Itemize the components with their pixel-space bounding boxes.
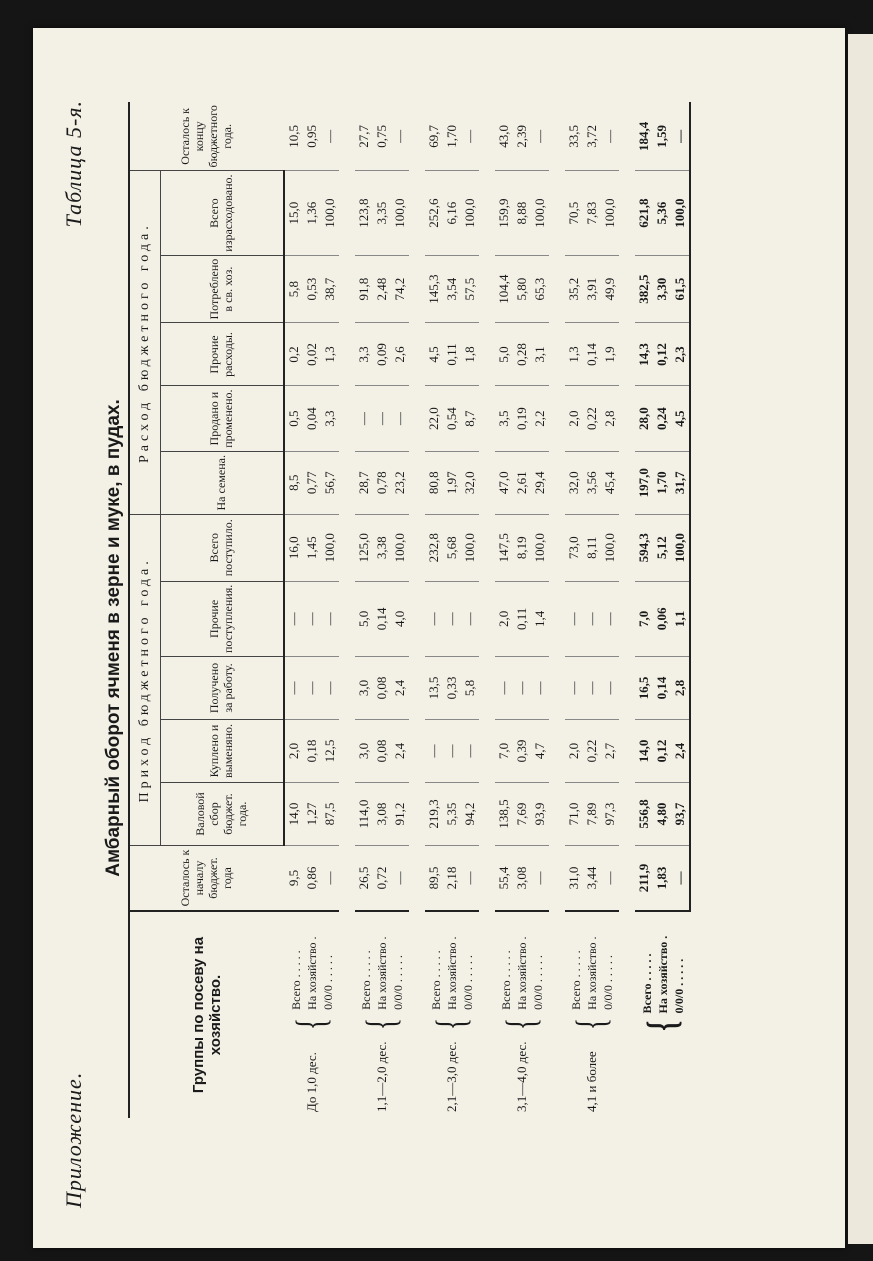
table-cell: 6,16 [443,171,461,255]
table-cell: 3,3 [321,386,339,451]
table-cell: 5,80 [513,255,531,323]
row-labels [428,936,476,1009]
table-cell: 28,0 [635,386,653,451]
income-header-work: Получено за работу. [161,657,285,720]
table-cell: 43,0 [495,102,513,171]
group-label [355,911,409,1118]
table-cell: 1,3 [565,323,583,386]
table-cell: 4,0 [391,581,409,656]
table-cell: 80,8 [425,451,443,514]
row-label: На хозяйство . [515,936,529,1010]
table-cell: — [391,386,409,451]
table-cell: 5,35 [443,783,461,846]
table-cell: 1,1 [671,581,690,656]
table-cell: 100,0 [671,171,690,255]
table-cell: — [583,581,601,656]
table-cell: 3,0 [355,720,373,783]
row-labels [568,936,616,1009]
income-header-bought: Куплено и выменяно. [161,720,285,783]
table-cell: 100,0 [391,171,409,255]
table-cell: 1,4 [531,581,549,656]
table-cell: — [531,657,549,720]
table-cell: 219,3 [425,783,443,846]
table-cell: 45,4 [601,451,619,514]
table-cell: 0,24 [653,386,671,451]
table-cell: 100,0 [321,514,339,581]
table-cell: 32,0 [461,451,479,514]
group-name: 2,1—3,0 дес. [444,1041,459,1112]
table-cell: 0,11 [513,581,531,656]
group-label [495,911,549,1118]
table-cell: 2,4 [391,720,409,783]
row-label: На хозяйство . [375,936,389,1010]
group-name: 1,1—2,0 дес. [374,1041,389,1112]
table-cell: 100,0 [461,171,479,255]
expense-header-consumed: Потреблено в св. хоз. [161,255,285,323]
table-cell: 0,09 [373,323,391,386]
table-cell: 5,8 [284,255,303,323]
table-cell: 2,6 [391,323,409,386]
table-cell: 29,4 [531,451,549,514]
table-cell: — [461,846,479,912]
table-cell: 159,9 [495,171,513,255]
table-cell: 145,3 [425,255,443,323]
table-cell: 0,2 [284,323,303,386]
group-name: До 1,0 дес. [303,1052,319,1112]
table-cell: 15,0 [284,171,303,255]
table-cell: 0,14 [583,323,601,386]
table-cell: 123,8 [355,171,373,255]
table-cell: 0,08 [373,720,391,783]
row-label: На хозяйство . [304,936,319,1010]
table-cell: 7,83 [583,171,601,255]
table-cell: 1,27 [303,783,321,846]
table-title: Амбарный оборот ячменя в зерне и муке, в пудах. [103,399,124,877]
table-row [284,102,303,1118]
table-cell: 2,8 [671,657,690,720]
table-cell: 114,0 [355,783,373,846]
table-cell: 0,02 [303,323,321,386]
table-cell: 2,3 [671,323,690,386]
table-cell: 0,39 [513,720,531,783]
table-cell: 2,61 [513,451,531,514]
table-cell: 0,14 [373,581,391,656]
table-row [565,102,583,1118]
table-cell: 74,2 [391,255,409,323]
row-label: На хозяйство . [585,936,599,1010]
table-cell: 35,2 [565,255,583,323]
separator-row [549,102,565,1118]
table-row [495,102,513,1118]
table-cell: 23,2 [391,451,409,514]
barley-turnover-table [128,102,691,1118]
brace-glyph: { [288,1017,335,1030]
table-cell: 70,5 [565,171,583,255]
expense-header-sold: Продано и променено. [161,386,285,451]
table-cell: 10,5 [284,102,303,171]
table-cell: 8,88 [513,171,531,255]
table-cell: 0,06 [653,581,671,656]
table-cell: — [321,846,339,912]
table-cell: — [321,102,339,171]
table-cell: — [355,386,373,451]
table-area [128,98,800,1118]
table-cell: 0,75 [373,102,391,171]
document-page [33,28,845,1248]
table-cell: 1,97 [443,451,461,514]
row-label: На хозяйство . [655,935,670,1014]
table-cell: — [565,581,583,656]
separator-row [619,102,635,1118]
row-label: 0/0/0 . . . . . [391,955,405,1010]
table-cell: 197,0 [635,451,653,514]
table-cell: 7,0 [495,720,513,783]
group-name: 3,1—4,0 дес. [514,1041,529,1112]
row-label: Всего . . . . . [429,950,443,1010]
table-cell: — [601,581,619,656]
table-cell: 32,0 [565,451,583,514]
appendix-heading: Приложение. [61,1071,86,1208]
table-cell: 55,4 [495,846,513,912]
table-cell: 1,3 [321,323,339,386]
table-cell: 57,5 [461,255,479,323]
table-cell: 2,0 [495,581,513,656]
table-cell: — [321,657,339,720]
row-label: Всего . . . . . [569,950,583,1010]
table-cell: 2,39 [513,102,531,171]
table-cell: 3,30 [653,255,671,323]
separator-row [339,102,355,1118]
table-cell: — [601,846,619,912]
table-cell: 0,11 [443,323,461,386]
table-cell: 138,5 [495,783,513,846]
table-cell: 13,5 [425,657,443,720]
table-cell: 5,68 [443,514,461,581]
table-cell: 232,8 [425,514,443,581]
expense-header-other: Прочие расходы. [161,323,285,386]
income-header-total: Всего поступило. [161,514,285,581]
row-labels [498,936,546,1009]
table-cell: 1,70 [443,102,461,171]
table-cell: 100,0 [461,514,479,581]
table-cell: 4,5 [425,323,443,386]
table-cell: — [461,102,479,171]
table-cell: 31,0 [565,846,583,912]
table-cell: 5,12 [653,514,671,581]
separator-row [479,102,495,1118]
income-header-gross: Валовой сбор бюджет. года. [161,783,285,846]
table-cell: 49,9 [601,255,619,323]
row-label: На хозяйство . [445,936,459,1010]
table-cell: 3,0 [355,657,373,720]
table-cell: 28,7 [355,451,373,514]
table-cell: 71,0 [565,783,583,846]
table-cell: 4,80 [653,783,671,846]
table-cell: 3,38 [373,514,391,581]
table-cell: 211,9 [635,846,653,912]
table-cell: 3,35 [373,171,391,255]
table-cell: — [495,657,513,720]
table-cell: 0,22 [583,386,601,451]
expense-header-total: Всего израсходовано. [161,171,285,255]
brace-glyph: { [569,1017,615,1030]
table-cell: — [513,657,531,720]
row-label: 0/0/0 . . . . . [320,955,335,1010]
table-cell: 93,7 [671,783,690,846]
table-cell: 14,0 [284,783,303,846]
table-cell: — [391,846,409,912]
table-cell: — [601,102,619,171]
separator-row [409,102,425,1118]
group-label [284,911,339,1118]
row-labels [288,936,336,1009]
table-cell: 5,36 [653,171,671,255]
table-cell: 4,5 [671,386,690,451]
table-cell: 8,11 [583,514,601,581]
table-cell: 184,4 [635,102,653,171]
brace-glyph: { [359,1017,405,1030]
table-cell: — [321,581,339,656]
table-cell: 100,0 [531,171,549,255]
row-labels [358,936,406,1009]
table-cell: 0,04 [303,386,321,451]
table-cell: — [425,581,443,656]
table-cell: 100,0 [391,514,409,581]
row-labels [639,936,687,1014]
table-cell: 14,0 [635,720,653,783]
table-cell: 1,45 [303,514,321,581]
table-cell: 0,14 [653,657,671,720]
table-cell: 0,78 [373,451,391,514]
table-cell: 91,2 [391,783,409,846]
table-cell: 2,48 [373,255,391,323]
table-cell: 0,72 [373,846,391,912]
table-cell: 38,7 [321,255,339,323]
table-cell: — [601,657,619,720]
table-cell: 8,19 [513,514,531,581]
table-cell: 556,8 [635,783,653,846]
row-label: 0/0/0 . . . . . [671,958,686,1014]
table-cell: 382,5 [635,255,653,323]
table-cell: 8,5 [284,451,303,514]
table-cell: 0,28 [513,323,531,386]
table-cell: 1,70 [653,451,671,514]
table-cell: 94,2 [461,783,479,846]
table-cell: 61,5 [671,255,690,323]
start-balance-header: Осталось к началу бюджет. года [129,846,284,912]
group-label [635,911,690,1118]
table-number: Таблица 5-я. [61,100,86,228]
groups-header: Группы по посеву на хозяйство. [129,911,284,1118]
table-cell: 0,86 [303,846,321,912]
table-cell: 0,5 [284,386,303,451]
table-cell: 2,4 [391,657,409,720]
table-cell: — [284,657,303,720]
table-cell: 5,0 [495,323,513,386]
table-row [635,102,653,1118]
table-cell: 14,3 [635,323,653,386]
table-cell: 31,7 [671,451,690,514]
table-cell: 56,7 [321,451,339,514]
group-label [425,911,479,1118]
table-cell: 100,0 [671,514,690,581]
table-cell: 91,8 [355,255,373,323]
table-cell: 7,89 [583,783,601,846]
table-cell: 0,95 [303,102,321,171]
table-cell: 26,5 [355,846,373,912]
table-cell: 2,18 [443,846,461,912]
table-cell: 0,33 [443,657,461,720]
table-row [355,102,373,1118]
group-label [565,911,619,1118]
table-cell: 1,8 [461,323,479,386]
row-label: 0/0/0 . . . . . [601,955,615,1010]
table-cell: 9,5 [284,846,303,912]
table-cell: 1,9 [601,323,619,386]
next-page-edge [848,34,873,1244]
table-cell: — [583,657,601,720]
row-label: Всего . . . . . [499,950,513,1010]
table-cell: 100,0 [321,171,339,255]
row-label: Всего . . . . . [288,950,303,1010]
table-cell: 1,83 [653,846,671,912]
table-cell: — [284,581,303,656]
brace-glyph: { [429,1017,475,1030]
table-cell: 7,0 [635,581,653,656]
table-cell: 87,5 [321,783,339,846]
table-cell: 16,5 [635,657,653,720]
row-label: Всего . . . . . [639,953,654,1014]
table-cell: — [303,657,321,720]
table-cell: 4,7 [531,720,549,783]
table-cell: 16,0 [284,514,303,581]
table-row [425,102,443,1118]
table-cell: 97,3 [601,783,619,846]
table-cell: 3,1 [531,323,549,386]
table-cell: 0,19 [513,386,531,451]
table-cell: 0,54 [443,386,461,451]
table-cell: 2,2 [531,386,549,451]
table-cell: 147,5 [495,514,513,581]
table-cell: 100,0 [601,514,619,581]
table-cell: 3,08 [513,846,531,912]
brace-glyph: { [499,1017,545,1030]
brace-glyph: { [639,1020,686,1031]
table-cell: 100,0 [531,514,549,581]
table-cell: 65,3 [531,255,549,323]
table-cell: 3,54 [443,255,461,323]
table-cell: 1,59 [653,102,671,171]
table-cell: 125,0 [355,514,373,581]
table-cell: 93,9 [531,783,549,846]
table-cell: 2,0 [284,720,303,783]
table-cell: 0,18 [303,720,321,783]
table-cell: — [391,102,409,171]
table-cell: — [671,102,690,171]
table-cell: 0,53 [303,255,321,323]
table-cell: 0,22 [583,720,601,783]
row-label: 0/0/0 . . . . . [461,955,475,1010]
table-cell: 89,5 [425,846,443,912]
rotated-content [33,28,845,1248]
table-cell: — [671,846,690,912]
table-cell: 33,5 [565,102,583,171]
table-cell: 252,6 [425,171,443,255]
table-body [284,102,690,1118]
table-cell: 3,72 [583,102,601,171]
expense-header-seeds: На семена. [161,451,285,514]
row-label: 0/0/0 . . . . . [531,955,545,1010]
table-cell: 0,12 [653,720,671,783]
table-cell: — [373,386,391,451]
table-cell: 7,69 [513,783,531,846]
table-cell: 2,0 [565,720,583,783]
table-cell: 22,0 [425,386,443,451]
table-cell: 621,8 [635,171,653,255]
table-cell: 73,0 [565,514,583,581]
table-cell: 0,12 [653,323,671,386]
table-cell: 12,5 [321,720,339,783]
table-cell: 27,7 [355,102,373,171]
income-header-other: Прочие поступления. [161,581,285,656]
table-cell: 3,56 [583,451,601,514]
table-cell: 100,0 [601,171,619,255]
table-cell: 5,0 [355,581,373,656]
table-cell: 2,7 [601,720,619,783]
table-cell: 5,8 [461,657,479,720]
table-cell: — [531,846,549,912]
table-cell: 2,0 [565,386,583,451]
table-cell: 1,36 [303,171,321,255]
table-cell: 0,77 [303,451,321,514]
table-cell: 8,7 [461,386,479,451]
table-cell: 2,8 [601,386,619,451]
row-label: Всего . . . . . [359,950,373,1010]
table-cell: — [565,657,583,720]
table-cell: 594,3 [635,514,653,581]
table-cell: 2,4 [671,720,690,783]
table-cell: 0,08 [373,657,391,720]
table-cell: 47,0 [495,451,513,514]
table-cell: — [443,720,461,783]
table-cell: 69,7 [425,102,443,171]
table-cell: — [425,720,443,783]
table-cell: — [531,102,549,171]
table-cell: 3,91 [583,255,601,323]
end-balance-header: Осталось к концу бюджетного года. [129,102,284,171]
group-name: 4,1 и более [584,1051,599,1112]
table-cell: — [461,720,479,783]
table-cell: 3,44 [583,846,601,912]
table-cell: — [461,581,479,656]
table-cell: — [443,581,461,656]
table-cell: 3,3 [355,323,373,386]
table-cell: 3,08 [373,783,391,846]
income-group-header: Приход бюджетного года. [129,514,161,845]
table-cell: — [303,581,321,656]
table-cell: 3,5 [495,386,513,451]
expense-group-header: Расход бюджетного года. [129,171,161,514]
table-cell: 104,4 [495,255,513,323]
